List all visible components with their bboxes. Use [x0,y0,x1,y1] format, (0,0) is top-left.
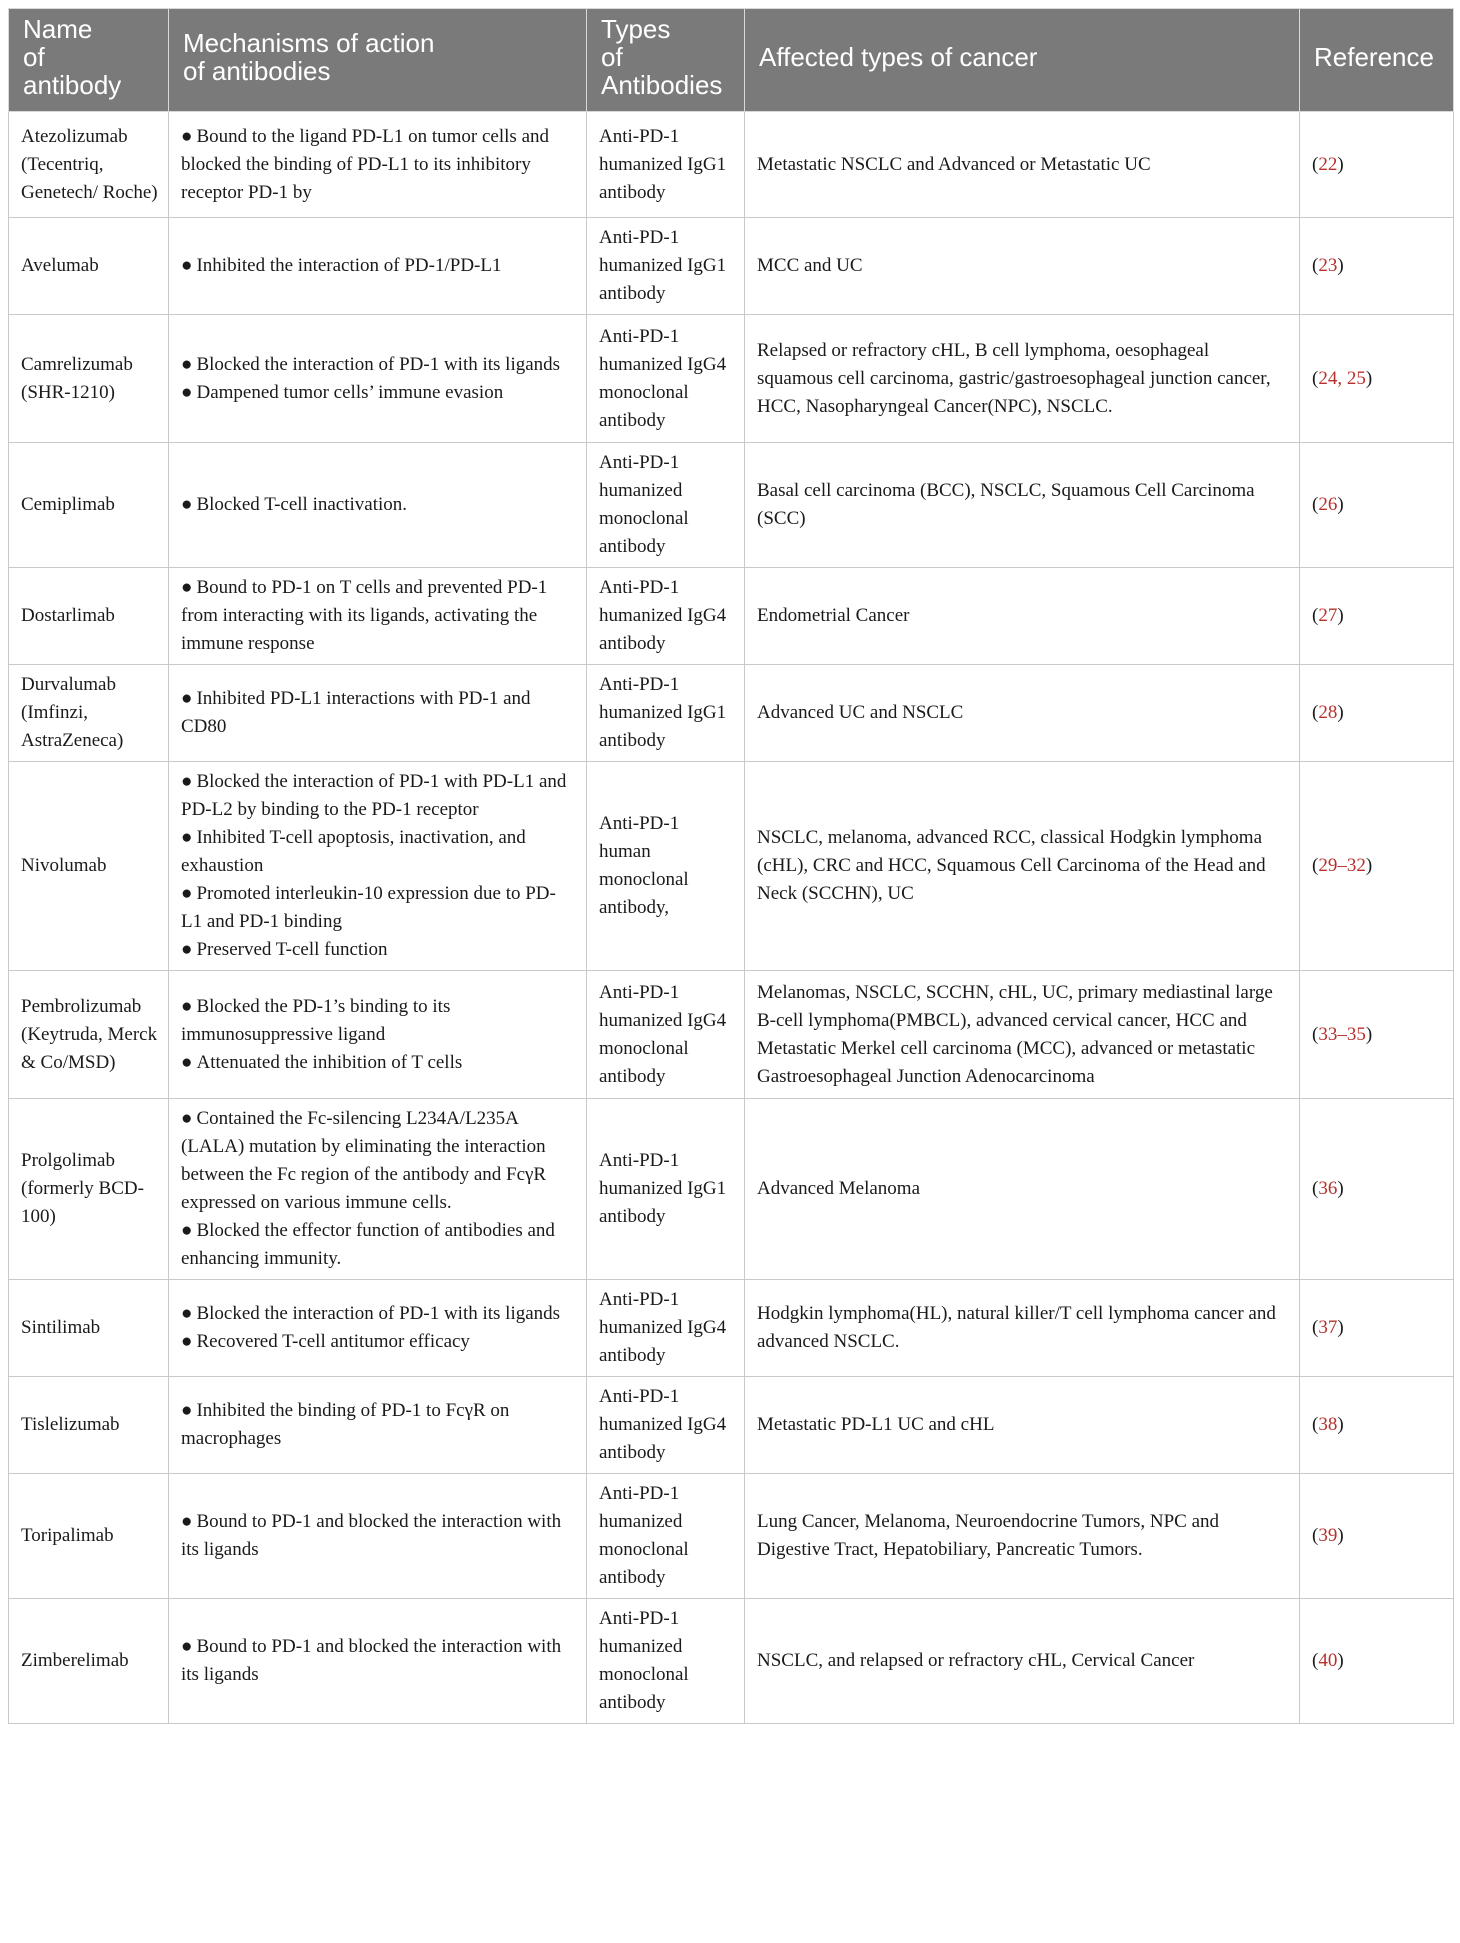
reference-link[interactable]: 26 [1318,494,1338,515]
reference-link[interactable]: 23 [1318,255,1338,276]
cancer-types: Metastatic NSCLC and Advanced or Metastatic UC [745,112,1300,218]
header-cancers: Affected types of cancer [745,9,1300,112]
antibody-name: Atezolizumab (Tecentriq, Genetech/ Roche) [9,112,169,218]
mechanism-text: Bound to the ligand PD-L1 on tumor cells and blocked the binding of PD-L1 to its inhibitory receptor PD-1 by [181,125,549,203]
mechanism-cell [169,971,587,1099]
bullet-icon: ● [181,1511,193,1532]
antibody-name: Tislelizumab [9,1377,169,1474]
antibody-name: Cemiplimab [9,443,169,568]
bullet-icon: ● [181,255,193,276]
mechanism-cell [169,315,587,443]
mechanism-item [181,768,576,824]
mechanism-text: Promoted interleukin-10 expression due to PD-L1 and PD-1 binding [181,883,556,932]
antibody-name: Durvalumab (Imfinzi, AstraZeneca) [9,665,169,762]
reference-cell: (36) [1300,1099,1454,1280]
antibody-name: Pembrolizumab (Keytruda, Merck & Co/MSD) [9,971,169,1099]
cancer-types: Advanced Melanoma [745,1099,1300,1280]
antibody-type: Anti-PD-1 human monoclonal antibody, [587,762,745,971]
reference-cell: (40) [1300,1599,1454,1724]
reference-link[interactable]: 33–35 [1318,1023,1366,1045]
antibody-type: Anti-PD-1 humanized IgG1 antibody [587,112,745,218]
cancer-types: Advanced UC and NSCLC [745,665,1300,762]
bullet-icon: ● [181,381,193,403]
mechanism-text: Attenuated the inhibition of T cells [196,1051,463,1073]
cancer-types: Melanomas, NSCLC, SCCHN, cHL, UC, primary mediastinal large B-cell lymphoma(PMBCL), advanced cervical cancer, HCC and Metastatic Merkel cell carcinoma (MCC), advanced or metastatic Gastroesophageal Junction Adenocarcinoma [745,971,1300,1099]
table-row [9,1280,1454,1377]
mechanism-text: Blocked the effector function of antibodies and enhancing immunity. [181,1220,555,1269]
reference-link[interactable]: 36 [1318,1178,1338,1199]
antibody-name: Sintilimab [9,1280,169,1377]
bullet-icon: ● [181,1636,193,1657]
antibody-name: Avelumab [9,218,169,315]
mechanism-text: Blocked T-cell inactivation. [196,494,408,515]
antibody-name: Prolgolimab (formerly BCD-100) [9,1099,169,1280]
bullet-icon: ● [181,1108,193,1129]
bullet-icon: ● [181,688,193,709]
mechanism-cell [169,665,587,762]
reference-cell: (24, 25) [1300,315,1454,443]
table-row [9,315,1454,443]
mechanism-text: Blocked the interaction of PD-1 with its ligands [196,1303,561,1324]
cancer-types: Basal cell carcinoma (BCC), NSCLC, Squamous Cell Carcinoma (SCC) [745,443,1300,568]
cancer-types: Lung Cancer, Melanoma, Neuroendocrine Tumors, NPC and Digestive Tract, Hepatobiliary, Pancreatic Tumors. [745,1474,1300,1599]
bullet-icon: ● [181,353,193,375]
table-row [9,112,1454,218]
mechanism-text: Inhibited PD-L1 interactions with PD-1 and CD80 [181,688,531,737]
mechanism-item [181,1105,576,1217]
cancer-types: Relapsed or refractory cHL, B cell lymphoma, oesophageal squamous cell carcinoma, gastric/gastroesophageal junction cancer, HCC, Nasopharyngeal Cancer(NPC), NSCLC. [745,315,1300,443]
mechanism-text: Inhibited the interaction of PD-1/PD-L1 [196,255,502,276]
antibody-name: Camrelizumab (SHR-1210) [9,315,169,443]
bullet-icon: ● [181,1400,193,1421]
mechanism-cell [169,443,587,568]
bullet-icon: ● [181,1331,193,1352]
bullet-icon: ● [181,939,193,960]
header-mechanisms: Mechanisms of action of antibodies [169,9,587,112]
mechanism-item [181,936,576,964]
mechanism-cell [169,568,587,665]
antibody-type: Anti-PD-1 humanized IgG1 antibody [587,665,745,762]
cancer-types: NSCLC, melanoma, advanced RCC, classical Hodgkin lymphoma (cHL), CRC and HCC, Squamous Cell Carcinoma of the Head and Neck (SCCHN), UC [745,762,1300,971]
reference-cell: (23) [1300,218,1454,315]
antibody-name: Dostarlimab [9,568,169,665]
antibody-name: Toripalimab [9,1474,169,1599]
mechanism-item [181,1397,576,1453]
reference-cell: (39) [1300,1474,1454,1599]
cancer-types: NSCLC, and relapsed or refractory cHL, Cervical Cancer [745,1599,1300,1724]
bullet-icon: ● [181,125,193,147]
bullet-icon: ● [181,577,193,598]
cancer-types: Hodgkin lymphoma(HL), natural killer/T cell lymphoma cancer and advanced NSCLC. [745,1280,1300,1377]
mechanism-cell [169,1377,587,1474]
table-row [9,762,1454,971]
header-types: Types of Antibodies [587,9,745,112]
antibody-name: Nivolumab [9,762,169,971]
mechanism-item [181,1217,576,1273]
table-row [9,1377,1454,1474]
cancer-types: MCC and UC [745,218,1300,315]
mechanism-item [181,824,576,880]
mechanism-item [181,880,576,936]
mechanism-text: Blocked the interaction of PD-1 with PD-L1 and PD-L2 by binding to the PD-1 receptor [181,771,567,820]
antibody-type: Anti-PD-1 humanized monoclonal antibody [587,1599,745,1724]
reference-cell: (33–35) [1300,971,1454,1099]
mechanism-text: Contained the Fc-silencing L234A/L235A (LALA) mutation by eliminating the interaction between the Fc region of the antibody and FcγR expressed on various immune cells. [181,1108,547,1213]
reference-cell: (28) [1300,665,1454,762]
reference-link[interactable]: 40 [1318,1650,1338,1671]
antibody-type: Anti-PD-1 humanized IgG4 antibody [587,568,745,665]
table-row [9,568,1454,665]
antibody-type: Anti-PD-1 humanized IgG4 monoclonal antibody [587,971,745,1099]
table-row [9,1099,1454,1280]
reference-link[interactable]: 29–32 [1318,855,1366,876]
cancer-types: Metastatic PD-L1 UC and cHL [745,1377,1300,1474]
mechanism-text: Bound to PD-1 and blocked the interaction with its ligands [181,1636,562,1685]
mechanism-item [181,123,576,207]
bullet-icon: ● [181,1303,193,1324]
mechanism-text: Preserved T-cell function [196,939,388,960]
mechanism-item [181,685,576,741]
header-row [9,9,1454,112]
cancer-types: Endometrial Cancer [745,568,1300,665]
mechanism-item [181,491,576,519]
reference-link[interactable]: 38 [1318,1414,1338,1435]
bullet-icon: ● [181,827,193,848]
antibody-type: Anti-PD-1 humanized IgG4 monoclonal antibody [587,315,745,443]
reference-link[interactable]: 22 [1318,153,1338,175]
mechanism-cell [169,1280,587,1377]
mechanism-text: Inhibited T-cell apoptosis, inactivation, and exhaustion [181,827,526,876]
mechanism-text: Recovered T-cell antitumor efficacy [196,1331,470,1352]
mechanism-text: Bound to PD-1 and blocked the interaction with its ligands [181,1511,562,1560]
mechanism-text: Blocked the PD-1’s binding to its immunosuppressive ligand [181,995,451,1045]
mechanism-cell [169,1099,587,1280]
mechanism-item [181,1049,576,1077]
antibody-table [8,8,1454,1724]
antibody-type: Anti-PD-1 humanized IgG4 antibody [587,1280,745,1377]
table-body [9,112,1454,1724]
table-row [9,665,1454,762]
table-row [9,1474,1454,1599]
mechanism-item [181,1633,576,1689]
table-row [9,971,1454,1099]
mechanism-item [181,993,576,1049]
mechanism-item [181,1508,576,1564]
antibody-type: Anti-PD-1 humanized IgG1 antibody [587,218,745,315]
reference-link[interactable]: 24, 25 [1318,367,1366,389]
table-row [9,1599,1454,1724]
mechanism-item [181,351,576,379]
bullet-icon: ● [181,771,193,792]
mechanism-text: Dampened tumor cells’ immune evasion [196,381,504,403]
mechanism-item [181,252,576,280]
bullet-icon: ● [181,1051,193,1073]
mechanism-item [181,574,576,658]
bullet-icon: ● [181,1220,193,1241]
mechanism-item [181,1328,576,1356]
mechanism-item [181,379,576,407]
reference-link[interactable]: 37 [1318,1317,1338,1338]
reference-cell: (37) [1300,1280,1454,1377]
table-row [9,443,1454,568]
antibody-type: Anti-PD-1 humanized monoclonal antibody [587,443,745,568]
reference-cell: (29–32) [1300,762,1454,971]
antibody-type: Anti-PD-1 humanized monoclonal antibody [587,1474,745,1599]
header-reference: Reference [1300,9,1454,112]
mechanism-cell [169,1474,587,1599]
header-name: Name of antibody [9,9,169,112]
reference-link[interactable]: 39 [1318,1525,1338,1546]
table-header [9,9,1454,112]
reference-cell: (27) [1300,568,1454,665]
mechanism-cell [169,762,587,971]
antibody-type: Anti-PD-1 humanized IgG4 antibody [587,1377,745,1474]
mechanism-text: Blocked the interaction of PD-1 with its ligands [196,353,561,375]
mechanism-cell [169,1599,587,1724]
reference-link[interactable]: 28 [1318,702,1338,723]
table-row [9,218,1454,315]
bullet-icon: ● [181,494,193,515]
reference-link[interactable]: 27 [1318,605,1338,626]
mechanism-text: Inhibited the binding of PD-1 to FcγR on macrophages [181,1400,510,1449]
antibody-type: Anti-PD-1 humanized IgG1 antibody [587,1099,745,1280]
mechanism-text: Bound to PD-1 on T cells and prevented PD-1 from interacting with its ligands, activating the immune response [181,577,548,654]
mechanism-cell [169,218,587,315]
antibody-name: Zimberelimab [9,1599,169,1724]
bullet-icon: ● [181,883,193,904]
mechanism-item [181,1300,576,1328]
reference-cell: (38) [1300,1377,1454,1474]
reference-cell: (26) [1300,443,1454,568]
reference-cell: (22) [1300,112,1454,218]
bullet-icon: ● [181,995,193,1017]
mechanism-cell [169,112,587,218]
